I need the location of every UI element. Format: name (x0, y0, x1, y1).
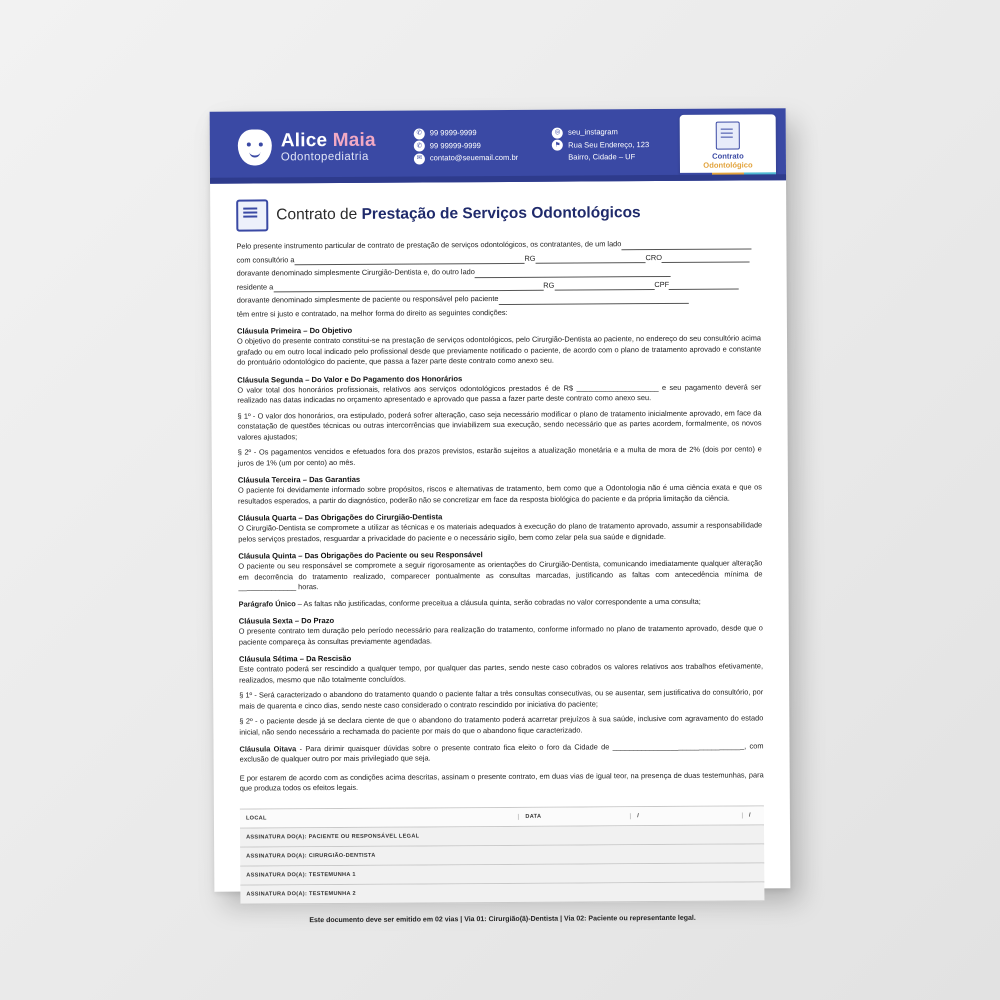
whatsapp-icon: ✆ (414, 141, 425, 152)
instagram-icon: ◎ (552, 128, 563, 139)
contract-icon (236, 199, 268, 231)
brand-name-second: Maia (332, 129, 376, 151)
intro-line-6: têm entre si justo e contratado, na melhor forma do direito as seguintes condições: (236, 307, 508, 319)
paragrafo-unico-heading: Parágrafo Único (238, 599, 296, 609)
contact-instagram (552, 126, 649, 139)
document-body (210, 238, 789, 794)
header-accent-bar (210, 174, 786, 184)
clause-3-p1: O paciente foi devidamente informado sobre propósitos, riscos e alternativas de tratamento, bem como que a Odontologia não é uma ciência exata e que os resultados esperados, a partir do diagnóstico, poderão não se concretizar em face da resposta biológica do paciente e da própria limitação da ciência. (237, 482, 762, 506)
clause-7-heading: Cláusula Sétima – Da Rescisão (238, 654, 352, 665)
clause-6-p1: O presente contrato tem duração pelo período necessário para realização do tratamento, conforme informado no plano de tratamento aprovado, desde que o paciente compareça às consultas previamente agendadas. (238, 623, 763, 647)
clause-5-p1: O paciente ou seu responsável se compromete a seguir rigorosamente as orientações do Cirurgião-Dentista, comunicando imediatamente qualquer alteração em decorrência do tratamento realizado, comparecer pontualmente as consultas marcadas, justificando as faltas com antecedência mínima de ______________ horas. (238, 558, 763, 592)
mail-icon: ✉ (414, 153, 425, 164)
data-field-label[interactable]: DATA (519, 813, 631, 820)
intro-consultorio-label: com consultório a (236, 254, 295, 265)
contract-document (210, 108, 791, 924)
clause-7-p2: § 1º - Será caracterizado o abandono do tratamento quando o paciente faltar a três consultas consecutivas, ou se ausentar, sem justificativa do consultório, por mais de quarenta e cinco dias, sendo neste caso considerado o contrato rescindido por iniciativa do paciente; (239, 687, 764, 711)
document-type-badge (680, 114, 776, 177)
clause-1-heading: Cláusula Primeira – Do Objetivo (236, 325, 353, 336)
page-title (236, 196, 786, 231)
clause-7-p1: Este contrato poderá ser rescindido a qualquer tempo, por qualquer das partes, sendo neste caso cobrados os valores relativos aos trabalhos efetivamente, realizados, mesmo que não totalmente concluídos. (239, 661, 764, 685)
contact-city (552, 151, 649, 164)
clause-4-p1: O Cirurgião-Dentista se compromete a utilizar as técnicas e os materiais adequados à execução do plano de tratamento aprovado, assumir a responsabilidade pelos serviços prestados, resguardar a privacidade do paciente e o necessário sigilo, bem como zelar pela sua saúde e dignidade. (238, 520, 763, 544)
signature-patient-label[interactable]: ASSINATURA DO(A): PACIENTE OU RESPONSÁVEL LEGAL (246, 833, 420, 841)
document-footer: Este documento deve ser emitido em 02 vias | Via 01: Cirurgião(ã)-Dentista | Via 02: Paciente ou representante legal. (309, 914, 696, 924)
brand-name (281, 130, 376, 151)
intro-rg2-label: RG (543, 280, 555, 290)
clause-8-heading: Cláusula Oitava (239, 743, 297, 754)
contact-phone (414, 127, 518, 140)
contact-address-text: Rua Seu Endereço, 123 (568, 139, 650, 150)
blank-icon (552, 153, 563, 164)
badge-line2: Odontológico (703, 159, 753, 170)
signature-dentist-label[interactable]: ASSINATURA DO(A): CIRURGIÃO-DENTISTA (246, 852, 376, 860)
clause-8-text: - Para dirimir quaisquer dúvidas sobre o presente contrato fica eleito o foro da Cidade de ________________________________, com exclusão de qualquer outro por mais privilegiado que seja. (239, 740, 764, 764)
contact-email-text: contato@seuemail.com.br (429, 153, 519, 163)
signature-witness-2-label[interactable]: ASSINATURA DO(A): TESTEMUNHA 2 (246, 890, 356, 898)
intro-line-2 (236, 252, 760, 266)
clause-4-heading: Cláusula Quarta – Das Obrigações do Cirurgião-Dentista (238, 512, 443, 523)
intro-line-3-text: doravante denominado simplesmente Cirurgião-Dentista e, do outro lado (236, 267, 475, 278)
title-strong: Prestação de Serviços Odontológicos (361, 204, 641, 223)
paragrafo-unico-text: – As faltas não justificadas, conforme preceitua a cláusula quinta, serão cobradas no valor correspondente a uma consulta; (295, 596, 701, 609)
clause-2-p1: O valor total dos honorários profissionais, relativos aos serviços odontológicos prestados é de R$ ____________________ e seu pagamento deverá ser realizado nas datas indicadas no orçamento apresentado e aprovado que passa a fazer parte deste contrato como anexo seu. (237, 382, 762, 405)
intro-line-1 (236, 238, 760, 252)
intro-line-3 (237, 265, 761, 279)
clause-7-p3: § 2º - o paciente desde já se declara ciente de que o abandono do tratamento poderá acarretar prejuízos à sua saúde, inclusive com agravamento do estado inicial, não sendo necessário a rechamada do paciente por mais do que o abandono fique caracterizado. (239, 713, 764, 737)
intro-cpf-label: CPF (654, 279, 670, 289)
clause-1-p1: O objetivo do presente contrato constitui-se na prestação de serviços odontológicos, pelo Cirurgião-Dentista ao paciente, no endereço do seu consultório acima grafado ou em outro local indicado pelo profissional desde que previamente notificado o paciente, de acordo com o plano de tratamento aprovado e constante do prontuário odontológico do paciente, que passa a fazer parte deste contrato como anexo seu. (236, 333, 762, 367)
table-row[interactable] (240, 882, 764, 904)
intro-cro-label: CRO (645, 252, 662, 262)
clause-2-p2: § 1º - O valor dos honorários, ora estipulado, poderá sofrer alteração, caso seja necessário modificar o plano de tratamento inicialmente aprovado, em face da constatação de questões técnicas ou outras intercorrências que inviabilizem sua execução, sendo necessário que as partes acordem, formalmente, os novos valores ajustados; (237, 408, 762, 442)
intro-line-5 (237, 292, 761, 306)
paragrafo-unico (239, 596, 763, 610)
signature-witness-1-label[interactable]: ASSINATURA DO(A): TESTEMUNHA 1 (246, 871, 356, 879)
clause-2-p3: § 2º - Os pagamentos vencidos e efetuados fora dos prazos previstos, estarão sujeitos a atualização monetária e a multa de mora de 2% (dois por cento) e juros de 1% (um por cento) ao mês. (237, 444, 762, 468)
clause-8 (239, 741, 763, 765)
document-header (210, 108, 786, 184)
title-prefix: Contrato de (276, 205, 362, 224)
clause-6-heading: Cláusula Sexta – Do Prazo (238, 616, 335, 626)
badge-line1: Contrato (712, 151, 744, 161)
brand-name-first: Alice (280, 129, 328, 151)
contract-doc-icon (716, 121, 740, 149)
clause-5-heading: Cláusula Quinta – Das Obrigações do Paciente ou seu Responsável (238, 550, 483, 561)
clause-2-heading: Cláusula Segunda – Do Valor e Do Pagamento dos Honorários (237, 373, 463, 385)
signature-table (240, 805, 765, 904)
intro-rg-label: RG (524, 253, 536, 263)
intro-line-5-text: doravante denominado simplesmente de paciente ou responsável pelo paciente (236, 294, 499, 305)
contact-phone-text: 99 9999-9999 (429, 128, 477, 138)
data-slash-1[interactable]: / (631, 812, 743, 819)
brand-subtitle: Odontopediatria (280, 151, 369, 164)
brand-logo (238, 129, 376, 166)
clause-3-heading: Cláusula Terceira – Das Garantias (237, 475, 361, 485)
contact-address (552, 139, 649, 152)
contact-instagram-text: seu_instagram (568, 127, 618, 137)
data-slash-2[interactable]: / (748, 812, 751, 819)
closing-paragraph: E por estarem de acordo com as condições acima descritas, assinam o presente contrato, em duas vias de igual teor, na presença de duas testemunhas, para que produza todos os efeitos legais. (239, 769, 764, 793)
contact-whatsapp-text: 99 99999-9999 (429, 140, 481, 151)
tooth-icon (238, 129, 272, 165)
intro-line-4 (237, 279, 761, 293)
location-icon: ⚑ (552, 140, 563, 151)
contact-column-left (414, 127, 519, 165)
contact-city-text: Bairro, Cidade – UF (568, 152, 636, 162)
phone-icon: ✆ (414, 128, 425, 139)
contact-column-right (552, 126, 649, 164)
intro-line-1-text: Pelo presente instrumento particular de contrato de prestação de serviços odontológicos, os contratantes, de um lado (236, 239, 622, 251)
intro-residente-label: residente a (236, 281, 274, 292)
contact-whatsapp (414, 140, 518, 153)
contact-email (414, 152, 518, 165)
local-field-label[interactable]: LOCAL (240, 813, 520, 821)
